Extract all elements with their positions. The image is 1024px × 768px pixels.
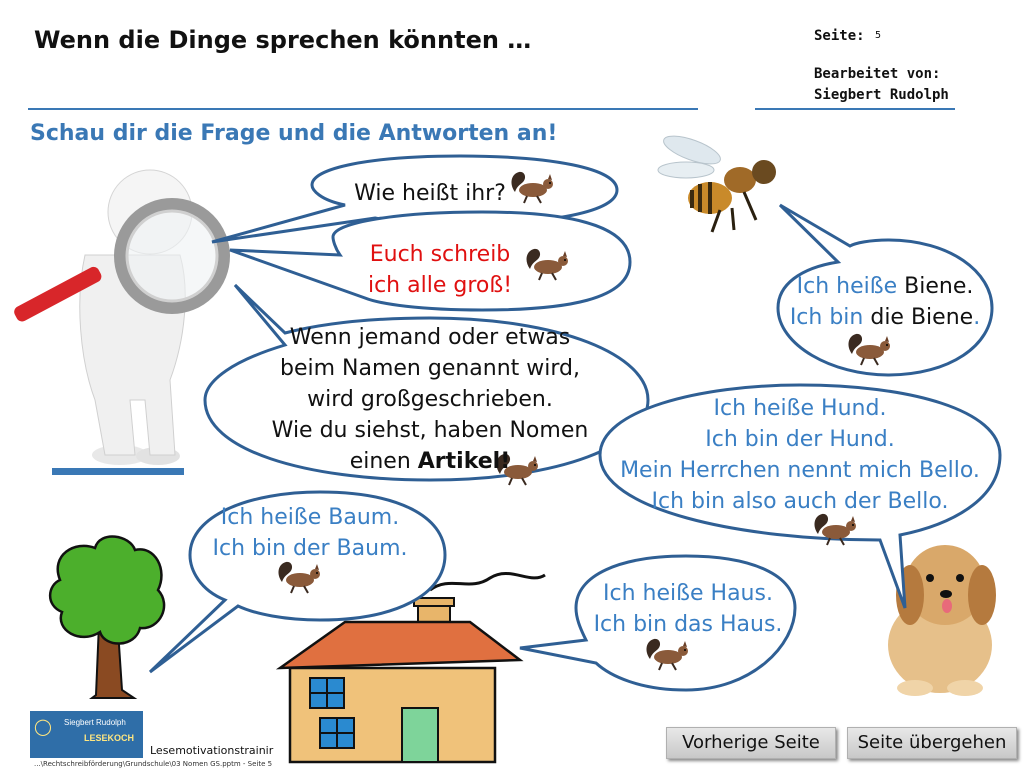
- lesekoch-logo: ◯ Siegbert Rudolph LESEKOCH: [30, 711, 143, 758]
- capital-text: Euch schreib ich alle groß!: [367, 242, 513, 298]
- bulb-icon: ◯: [34, 719, 52, 736]
- tree-illustration: [50, 536, 164, 698]
- magnifier-figure: [12, 170, 224, 475]
- question-text: Wie heißt ihr?: [354, 181, 506, 206]
- bee-text: Ich heiße Biene. Ich bin die Biene.: [789, 274, 981, 330]
- previous-page-button[interactable]: Vorherige Seite: [666, 727, 836, 759]
- figure-base: [52, 468, 184, 475]
- rule-text: Wenn jemand oder etwas beim Namen genannt wird, wird großgeschrieben. Wie du siehst, haben Nomen einen Artikel!: [271, 325, 589, 474]
- page-number: 5: [875, 30, 882, 41]
- app-name: Lesemotivationstrainir: [150, 744, 274, 757]
- page-label: Seite:: [814, 28, 865, 44]
- page-title: Wenn die Dinge sprechen könnten …: [34, 26, 532, 54]
- instruction-text: Schau dir die Frage und die Antworten an!: [30, 121, 558, 146]
- file-path: ...\Rechtschreibförderung\Grundschule\03 Nomen GS.pptm - Seite 5: [34, 760, 273, 768]
- author-name: Siegbert Rudolph: [814, 87, 949, 103]
- bee-illustration: [658, 130, 776, 232]
- house-text: Ich heiße Haus. Ich bin das Haus.: [593, 581, 783, 637]
- dog-text: Ich heiße Hund. Ich bin der Hund. Mein Herrchen nennt mich Bello. Ich bin also auch der Bello.: [620, 396, 980, 514]
- edited-by-label: Bearbeitet von:: [814, 66, 941, 82]
- skip-page-button[interactable]: Seite übergehen: [847, 727, 1017, 759]
- tree-text: Ich heiße Baum. Ich bin der Baum.: [212, 505, 408, 561]
- dog-illustration: [888, 545, 996, 696]
